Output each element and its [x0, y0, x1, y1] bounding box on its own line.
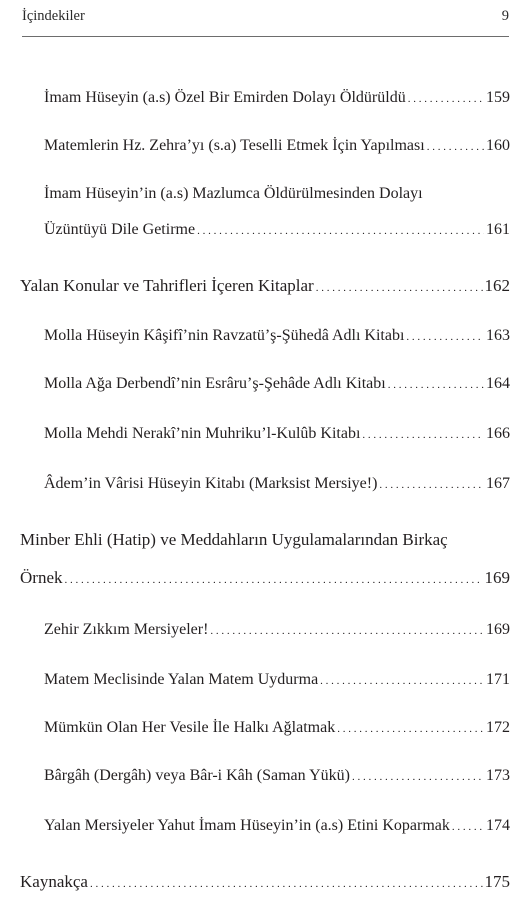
toc-entry-page: 173	[486, 767, 510, 784]
dot-leader	[337, 718, 484, 739]
dot-leader	[352, 766, 484, 787]
toc-entry-title-line1[interactable]: İmam Hüseyin’in (a.s) Mazlumca Öldürülmesinden Dolayı	[44, 185, 423, 202]
toc-entry-page: 175	[484, 872, 510, 891]
toc-entry-title: Bârgâh (Dergâh) veya Bâr-i Kâh (Saman Yükü)	[44, 767, 350, 784]
toc-entry-title: Molla Hüseyin Kâşifî’nin Ravzatü’ş-Şühedâ Adlı Kitabı	[44, 327, 405, 344]
toc-entry[interactable]	[44, 816, 510, 837]
toc-entry-page: 163	[486, 327, 510, 344]
dot-leader	[388, 374, 484, 395]
dot-leader	[406, 326, 484, 347]
toc-entry[interactable]	[44, 474, 510, 495]
toc-chapter-title: Örnek	[20, 568, 63, 587]
toc-entry[interactable]	[44, 670, 510, 691]
toc-entry-title: İmam Hüseyin (a.s) Özel Bir Emirden Dolayı Öldürüldü	[44, 89, 406, 106]
toc-entry[interactable]	[44, 424, 510, 445]
dot-leader	[210, 620, 484, 641]
toc-entry-page: 160	[486, 137, 510, 154]
toc-entry-title: Mümkün Olan Her Vesile İle Halkı Ağlatmak	[44, 719, 336, 736]
toc-entry-page: 174	[486, 817, 510, 834]
header-page-number: 9	[501, 8, 509, 24]
toc-chapter-title-line1[interactable]: Minber Ehli (Hatip) ve Meddahların Uygulamalarından Birkaç	[20, 530, 448, 549]
toc-entry-page: 169	[486, 621, 510, 638]
dot-leader	[320, 670, 484, 691]
toc-entry-title: Molla Mehdi Nerakî’nin Muhriku’l-Kulûb Kitabı	[44, 425, 361, 442]
toc-entry[interactable]	[44, 88, 510, 109]
toc-entry[interactable]	[44, 374, 510, 395]
toc-entry[interactable]	[44, 326, 510, 347]
dot-leader	[362, 424, 484, 445]
toc-entry-page: 171	[486, 671, 510, 688]
running-header	[22, 8, 509, 37]
toc-entry-page: 169	[484, 568, 510, 587]
toc-entry-title: Zehir Zıkkım Mersiyeler!	[44, 621, 209, 638]
dot-leader	[316, 276, 483, 298]
toc-entry-page: 166	[486, 425, 510, 442]
toc-entry-title: Matem Meclisinde Yalan Matem Uydurma	[44, 671, 319, 688]
toc-chapter-title: Kaynakça	[20, 872, 88, 891]
toc-entry-title: Molla Ağa Derbendî’nin Esrâru’ş-Şehâde Adlı Kitabı	[44, 375, 386, 392]
toc-chapter-title: Yalan Konular ve Tahrifleri İçeren Kitaplar	[20, 276, 314, 295]
dot-leader	[379, 474, 484, 495]
toc-entry-page: 164	[486, 375, 510, 392]
toc-entry-page: 167	[486, 475, 510, 492]
toc-entry[interactable]	[44, 136, 510, 157]
toc-chapter-entry[interactable]	[20, 568, 510, 590]
toc-entry-title: Üzüntüyü Dile Getirme	[44, 221, 196, 238]
dot-leader	[90, 872, 483, 894]
toc-chapter-entry[interactable]	[20, 872, 510, 894]
toc-entry-page: 159	[486, 89, 510, 106]
dot-leader	[408, 88, 484, 109]
toc-entry-title: Âdem’in Vârisi Hüseyin Kitabı (Marksist Mersiye!)	[44, 475, 378, 492]
toc-entry-page: 172	[486, 719, 510, 736]
dot-leader	[197, 220, 484, 241]
toc-entry-title: Matemlerin Hz. Zehra’yı (s.a) Teselli Etmek İçin Yapılması	[44, 137, 425, 154]
dot-leader	[64, 568, 482, 590]
toc-entry-page: 162	[484, 276, 510, 295]
header-title: İçindekiler	[22, 8, 85, 24]
toc-entry[interactable]	[44, 220, 510, 241]
toc-entry-page: 161	[486, 221, 510, 238]
dot-leader	[427, 136, 484, 157]
toc-chapter-entry[interactable]	[20, 276, 510, 298]
toc-entry[interactable]	[44, 620, 510, 641]
toc-entry[interactable]	[44, 718, 510, 739]
dot-leader	[452, 816, 484, 837]
toc-entry[interactable]	[44, 766, 510, 787]
toc-entry-title: Yalan Mersiyeler Yahut İmam Hüseyin’in (a.s) Etini Koparmak	[44, 817, 450, 834]
